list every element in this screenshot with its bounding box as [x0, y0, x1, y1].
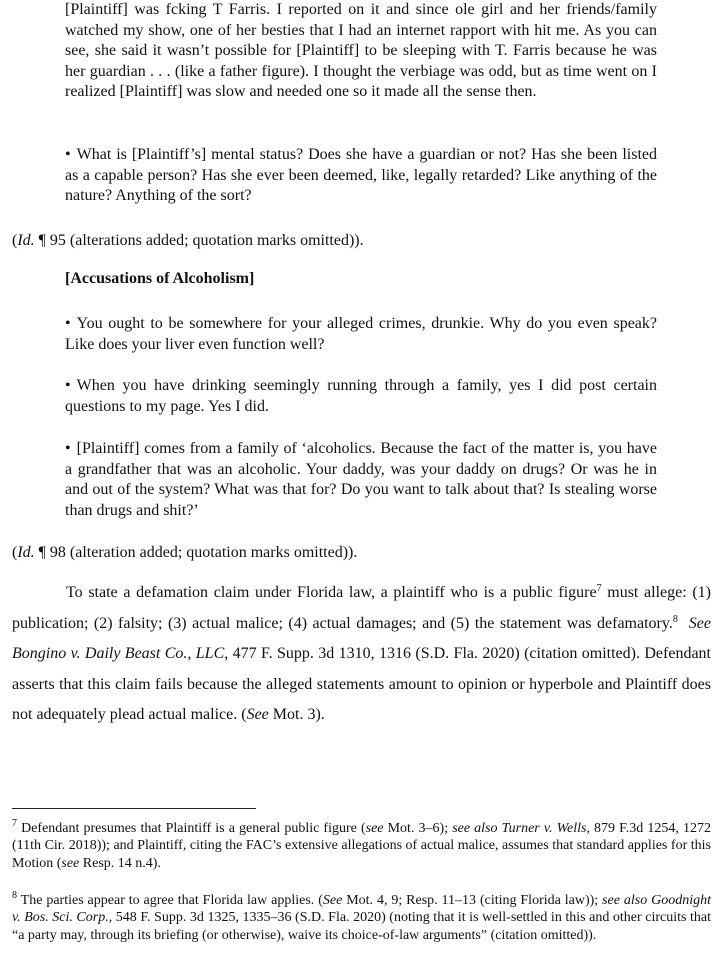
para-text-3: , 477 F. Supp. 3d 1310, 1316 (S.D. Fla. 2020) (citation omitted). Defendant asserts that this claim fails because the alleged statements amount to opinion or hyperbole and Plaintiff does not adequately plead actual malice. (: [12, 645, 711, 723]
see-signal: see: [61, 855, 80, 871]
bullet-text: When you have drinking seemingly running through a family, yes I did post certain questions to my page. Yes I did.: [65, 377, 657, 415]
section-heading: [65, 269, 565, 290]
id-signal: Id.: [17, 232, 35, 249]
bullet-text: You ought to be somewhere for your alleged crimes, drunkie. Why do you even speak? Like does your liver even function well?: [65, 315, 657, 353]
footnote-ref-7[interactable]: 7: [596, 583, 602, 594]
see-signal: see: [365, 821, 384, 836]
body-paragraph: [12, 578, 711, 731]
case-name: see also Goodnight v. Bos. Sci. Corp.: [12, 893, 711, 926]
bullet-alcohol-1: [65, 314, 657, 355]
see-signal: See: [322, 893, 343, 908]
bullet-icon: •: [65, 315, 71, 332]
footnote-mark: 7: [12, 818, 17, 829]
footnote-text: , 548 F. Supp. 3d 1325, 1335–36 (S.D. Fla. 2020) (noting that it is well-settled in this and other circuits that “a party may, through its briefing (or otherwise), waive its choice-of-law arguments” (citation omitted)).: [12, 910, 711, 943]
para-text-1: To state a defamation claim under Florida law, a plaintiff who is a public figure: [66, 584, 597, 601]
quote-block-top: [65, 0, 657, 103]
citation-text: ¶ 95 (alterations added; quotation marks omitted)).: [34, 232, 364, 249]
footnote-text: Defendant presumes that Plaintiff is a general public figure (: [17, 821, 366, 836]
bullet-icon: •: [65, 377, 71, 394]
bullet-text: [Plaintiff] comes from a family of ‘alcoholics. Because the fact of the matter is, you have a grandfather that was an alcoholic. Your daddy, was your daddy on drugs? Or was he in and out of the system? What was that for? Do you want to talk about that? Is stealing worse than drugs and shit?’: [65, 440, 657, 519]
footnote-text: Resp. 14 n.4).: [79, 855, 161, 871]
bullet-icon: •: [65, 440, 71, 457]
bullet-alcohol-3: [65, 439, 657, 521]
id-signal: Id.: [17, 544, 35, 561]
heading-text: [Accusations of Alcoholism]: [65, 270, 255, 287]
bullet-text: What is [Plaintiff’s] mental status? Does she have a guardian or not? Has she been listed as a capable person? Has she ever been deemed, like, legally retarded? Like anything of the nature? Anything of the sort?: [65, 146, 657, 205]
citation-text: ¶ 98 (alteration added; quotation marks omitted)).: [34, 544, 358, 561]
bullet-icon: •: [65, 146, 71, 163]
footnote-7: [12, 820, 711, 872]
footnote-text: The parties appear to agree that Florida law applies. (: [17, 893, 323, 908]
case-name: see also Turner v. Wells: [452, 821, 587, 836]
footnote-text: Mot. 4, 9; Resp. 11–13 (citing Florida law));: [342, 893, 603, 908]
see-signal: See: [688, 614, 711, 632]
para-text-2: must allege: (1) publication; (2) falsity; (3) actual malice; (4) actual damages; and (5) the statement was defamatory.: [12, 584, 712, 632]
bullet-mental-status: [65, 145, 657, 207]
quote-text: [Plaintiff] was fcking T Farris. I reported on it and since ole girl and her friends/family watched my show, one of her besties that I had an internet rapport with hit me. As you can see, she said it wasn’t possible for [Plaintiff] to be sleeping with T. Farris because he was her guardian . . . (like a father figure). I thought the verbiage was odd, but as time went on I realized [Plaintiff] was slow and needed one so it made all the sense then.: [65, 1, 657, 101]
footnote-ref-8[interactable]: 8: [672, 613, 678, 625]
para-text-4: Mot. 3).: [268, 706, 325, 723]
citation-95: (Id. ¶ 95 (alterations added; quotation marks omitted)).: [12, 232, 364, 249]
see-signal-2: See: [246, 706, 269, 723]
case-name: Bongino v. Daily Beast Co., LLC: [12, 645, 225, 662]
bullet-alcohol-2: [65, 376, 657, 417]
footnote-mark: 8: [12, 890, 17, 901]
footnote-text: , 879 F.3d 1254, 1272 (11th Cir. 2018)); and Plaintiff, citing the FAC’s extensive allegations of actual malice, assumes that standard applies for this Motion (: [12, 821, 711, 871]
footnote-8: [12, 892, 711, 944]
citation-98: (Id. ¶ 98 (alteration added; quotation marks omitted)).: [12, 544, 358, 561]
footnote-text: Mot. 3–6);: [383, 821, 453, 836]
footnote-divider: [12, 808, 256, 809]
